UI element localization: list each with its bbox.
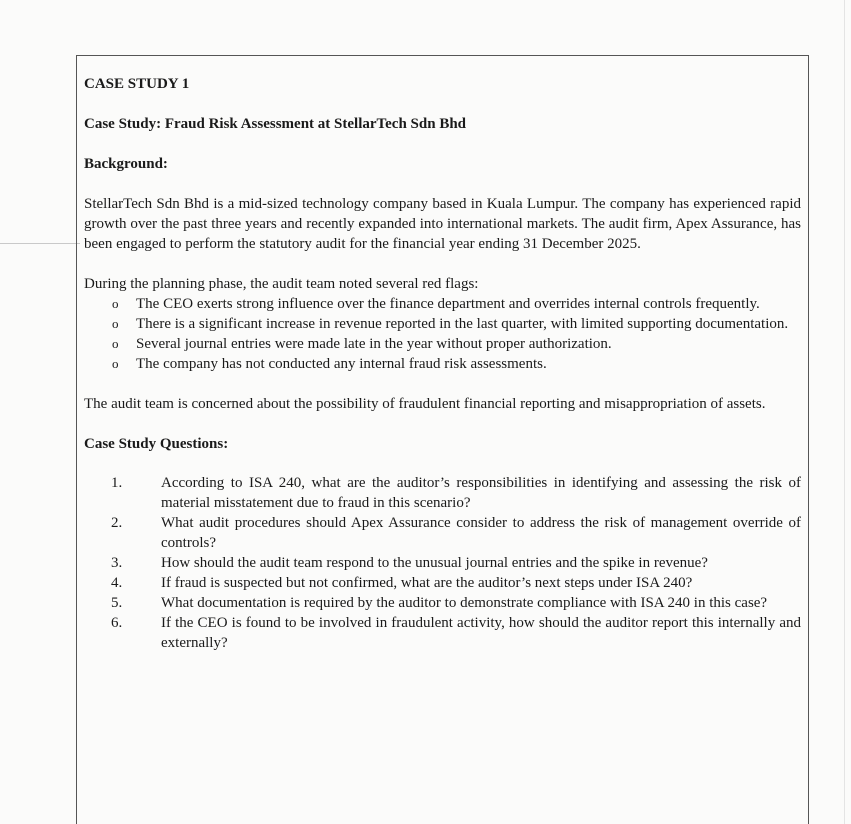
question-text: What documentation is required by the auditor to demonstrate compliance with ISA 240 in this case? xyxy=(161,595,768,611)
case-study-content xyxy=(84,74,801,653)
questions-heading: Case Study Questions: xyxy=(84,436,229,452)
red-flags-list xyxy=(84,294,801,374)
question-number: 3. xyxy=(111,555,123,571)
bullet-icon: o xyxy=(112,316,119,331)
question-text: According to ISA 240, what are the auditor’s responsibilities in identifying and assessing the risk of material misstatement due to fraud in this scenario? xyxy=(161,475,801,511)
question-item xyxy=(84,473,801,513)
red-flag-text: The CEO exerts strong influence over the finance department and overrides internal controls frequently. xyxy=(136,296,760,312)
red-flag-item xyxy=(84,314,801,334)
scan-artifact-line xyxy=(0,243,80,244)
question-text: How should the audit team respond to the unusual journal entries and the spike in revenue? xyxy=(161,555,708,571)
question-number: 4. xyxy=(111,575,123,591)
question-text: What audit procedures should Apex Assurance consider to address the risk of management override of controls? xyxy=(161,515,801,551)
bullet-icon: o xyxy=(112,356,119,371)
question-item xyxy=(84,573,801,593)
question-number: 1. xyxy=(111,475,123,491)
red-flag-text: There is a significant increase in revenue reported in the last quarter, with limited supporting documentation. xyxy=(136,316,789,332)
question-item xyxy=(84,593,801,613)
question-number: 5. xyxy=(111,595,123,611)
bullet-icon: o xyxy=(112,336,119,351)
questions-list xyxy=(84,473,801,653)
question-text: If the CEO is found to be involved in fraudulent activity, how should the auditor report this internally and externally? xyxy=(161,615,801,651)
red-flags-intro: During the planning phase, the audit team noted several red flags: xyxy=(84,276,479,292)
question-item xyxy=(84,553,801,573)
question-item xyxy=(84,513,801,553)
bullet-icon: o xyxy=(112,296,119,311)
case-title: Case Study: Fraud Risk Assessment at StellarTech Sdn Bhd xyxy=(84,116,467,132)
question-number: 6. xyxy=(111,615,123,631)
question-item xyxy=(84,613,801,653)
red-flag-item xyxy=(84,334,801,354)
red-flag-text: Several journal entries were made late in the year without proper authorization. xyxy=(136,336,612,352)
background-paragraph: StellarTech Sdn Bhd is a mid-sized technology company based in Kuala Lumpur. The company has experienced rapid growth over the past three years and recently expanded into international markets. The audit firm, Apex Assurance, has been engaged to perform the statutory audit for the financial year ending 31 December 2025. xyxy=(84,196,801,252)
red-flag-item xyxy=(84,354,801,374)
red-flag-text: The company has not conducted any internal fraud risk assessments. xyxy=(136,356,547,372)
concern-paragraph: The audit team is concerned about the possibility of fraudulent financial reporting and misappropriation of assets. xyxy=(84,396,766,412)
red-flag-item xyxy=(84,294,801,314)
question-text: If fraud is suspected but not confirmed, what are the auditor’s next steps under ISA 240? xyxy=(161,575,693,591)
question-number: 2. xyxy=(111,515,123,531)
background-heading: Background: xyxy=(84,156,168,172)
case-label: CASE STUDY 1 xyxy=(84,76,190,92)
scan-page-edge xyxy=(844,0,845,824)
